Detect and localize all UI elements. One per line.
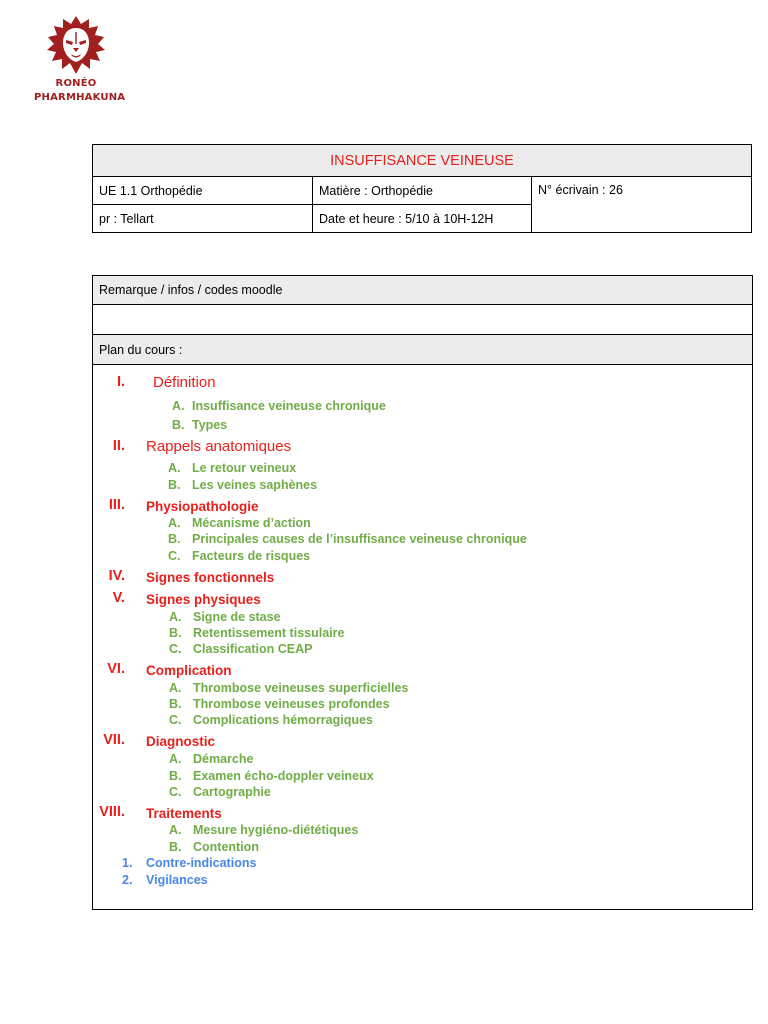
sub-letter: C.: [168, 549, 181, 563]
sub-text: Insuffisance veineuse chronique: [192, 399, 386, 413]
document-title: INSUFFISANCE VEINEUSE: [93, 145, 752, 177]
sub-letter: C.: [169, 785, 182, 799]
sub-letter: A.: [168, 516, 181, 530]
subsection: [168, 478, 317, 492]
sub-text: Retentissement tissulaire: [193, 626, 345, 640]
section-numeral: VII.: [103, 732, 125, 748]
logo-line-1: RONÉO: [55, 78, 97, 89]
sub-text: Le retour veineux: [192, 461, 297, 475]
header-table: [92, 144, 752, 233]
subsection: [169, 681, 408, 695]
sub-letter: B.: [168, 478, 181, 492]
section-title: Signes fonctionnels: [146, 570, 275, 585]
sub-letter: B.: [169, 769, 182, 783]
subsection: [169, 752, 253, 766]
remarks-value: [93, 305, 752, 335]
section-title: Complication: [146, 663, 232, 678]
logo-line-2: PHARMHAKUNA: [34, 92, 126, 103]
numbered-item: [122, 856, 256, 870]
sub-text: Examen écho-doppler veineux: [193, 769, 374, 783]
item-text: Vigilances: [146, 873, 208, 887]
section-numeral: IV.: [108, 568, 125, 584]
logo: [34, 14, 126, 103]
sub-text: Classification CEAP: [193, 642, 313, 656]
subsection: [168, 532, 527, 546]
sub-text: Contention: [193, 840, 259, 854]
sub-text: Facteurs de risques: [192, 549, 311, 563]
section-numeral: VIII.: [99, 804, 125, 820]
item-text: Contre-indications: [146, 856, 257, 870]
sub-letter: C.: [169, 713, 182, 727]
subsection: [169, 840, 259, 854]
sub-text: Cartographie: [193, 785, 271, 799]
item-number: 2.: [122, 873, 133, 887]
sub-letter: A.: [168, 461, 181, 475]
section-title: Physiopathologie: [146, 499, 259, 514]
subsection: [169, 823, 358, 837]
subsection: [168, 549, 310, 563]
section-title: Signes physiques: [146, 592, 261, 607]
section-numeral: V.: [112, 590, 125, 606]
section-numeral: VI.: [107, 661, 125, 677]
remarks-label: Remarque / infos / codes moodle: [93, 276, 752, 305]
matiere-cell: Matière : Orthopédie: [313, 177, 532, 205]
sub-letter: A.: [169, 752, 182, 766]
subsection: [172, 418, 227, 432]
plan-box: [92, 275, 753, 910]
sub-text: Principales causes de l’insuffisance veineuse chronique: [192, 532, 527, 546]
subsection: [168, 516, 311, 530]
plan-label: Plan du cours :: [93, 335, 752, 365]
prof-cell: pr : Tellart: [93, 205, 313, 233]
sub-text: Démarche: [193, 752, 254, 766]
date-cell: Date et heure : 5/10 à 10H-12H: [313, 205, 532, 233]
ue-cell: UE 1.1 Orthopédie: [93, 177, 313, 205]
sub-text: Les veines saphènes: [192, 478, 318, 492]
sub-letter: B.: [172, 418, 185, 432]
sub-letter: A.: [169, 823, 182, 837]
subsection: [169, 697, 390, 711]
subsection: [169, 610, 281, 624]
sub-text: Thrombose veineuses superficielles: [193, 681, 409, 695]
sub-text: Mesure hygiéno-diététiques: [193, 823, 359, 837]
sub-letter: A.: [172, 399, 185, 413]
subsection: [169, 769, 374, 783]
sub-letter: A.: [169, 610, 182, 624]
section-numeral: II.: [112, 438, 125, 454]
sub-text: Types: [192, 418, 228, 432]
section-numeral: I.: [116, 374, 125, 390]
numbered-item: [122, 873, 208, 887]
sub-letter: B.: [168, 532, 181, 546]
subsection: [169, 626, 344, 640]
sub-letter: C.: [169, 642, 182, 656]
subsection: [168, 461, 296, 475]
subsection: [169, 785, 271, 799]
sub-text: Signe de stase: [193, 610, 281, 624]
sub-letter: B.: [169, 697, 182, 711]
section-title: Traitements: [146, 806, 222, 821]
section-title: Définition: [153, 374, 216, 391]
item-number: 1.: [122, 856, 133, 870]
subsection: [169, 642, 312, 656]
sub-letter: B.: [169, 840, 182, 854]
section-title: Rappels anatomiques: [146, 438, 292, 455]
subsection: [169, 713, 373, 727]
section-numeral: III.: [108, 497, 125, 513]
sub-text: Thrombose veineuses profondes: [193, 697, 390, 711]
sub-text: Complications hémorragiques: [193, 713, 373, 727]
sub-letter: A.: [169, 681, 182, 695]
ecrivain-cell: N° écrivain : 26: [532, 177, 752, 233]
section-title: Diagnostic: [146, 734, 216, 749]
subsection: [172, 399, 386, 413]
sub-text: Mécanisme d’action: [192, 516, 311, 530]
sub-letter: B.: [169, 626, 182, 640]
lion-head-icon: [45, 14, 107, 76]
